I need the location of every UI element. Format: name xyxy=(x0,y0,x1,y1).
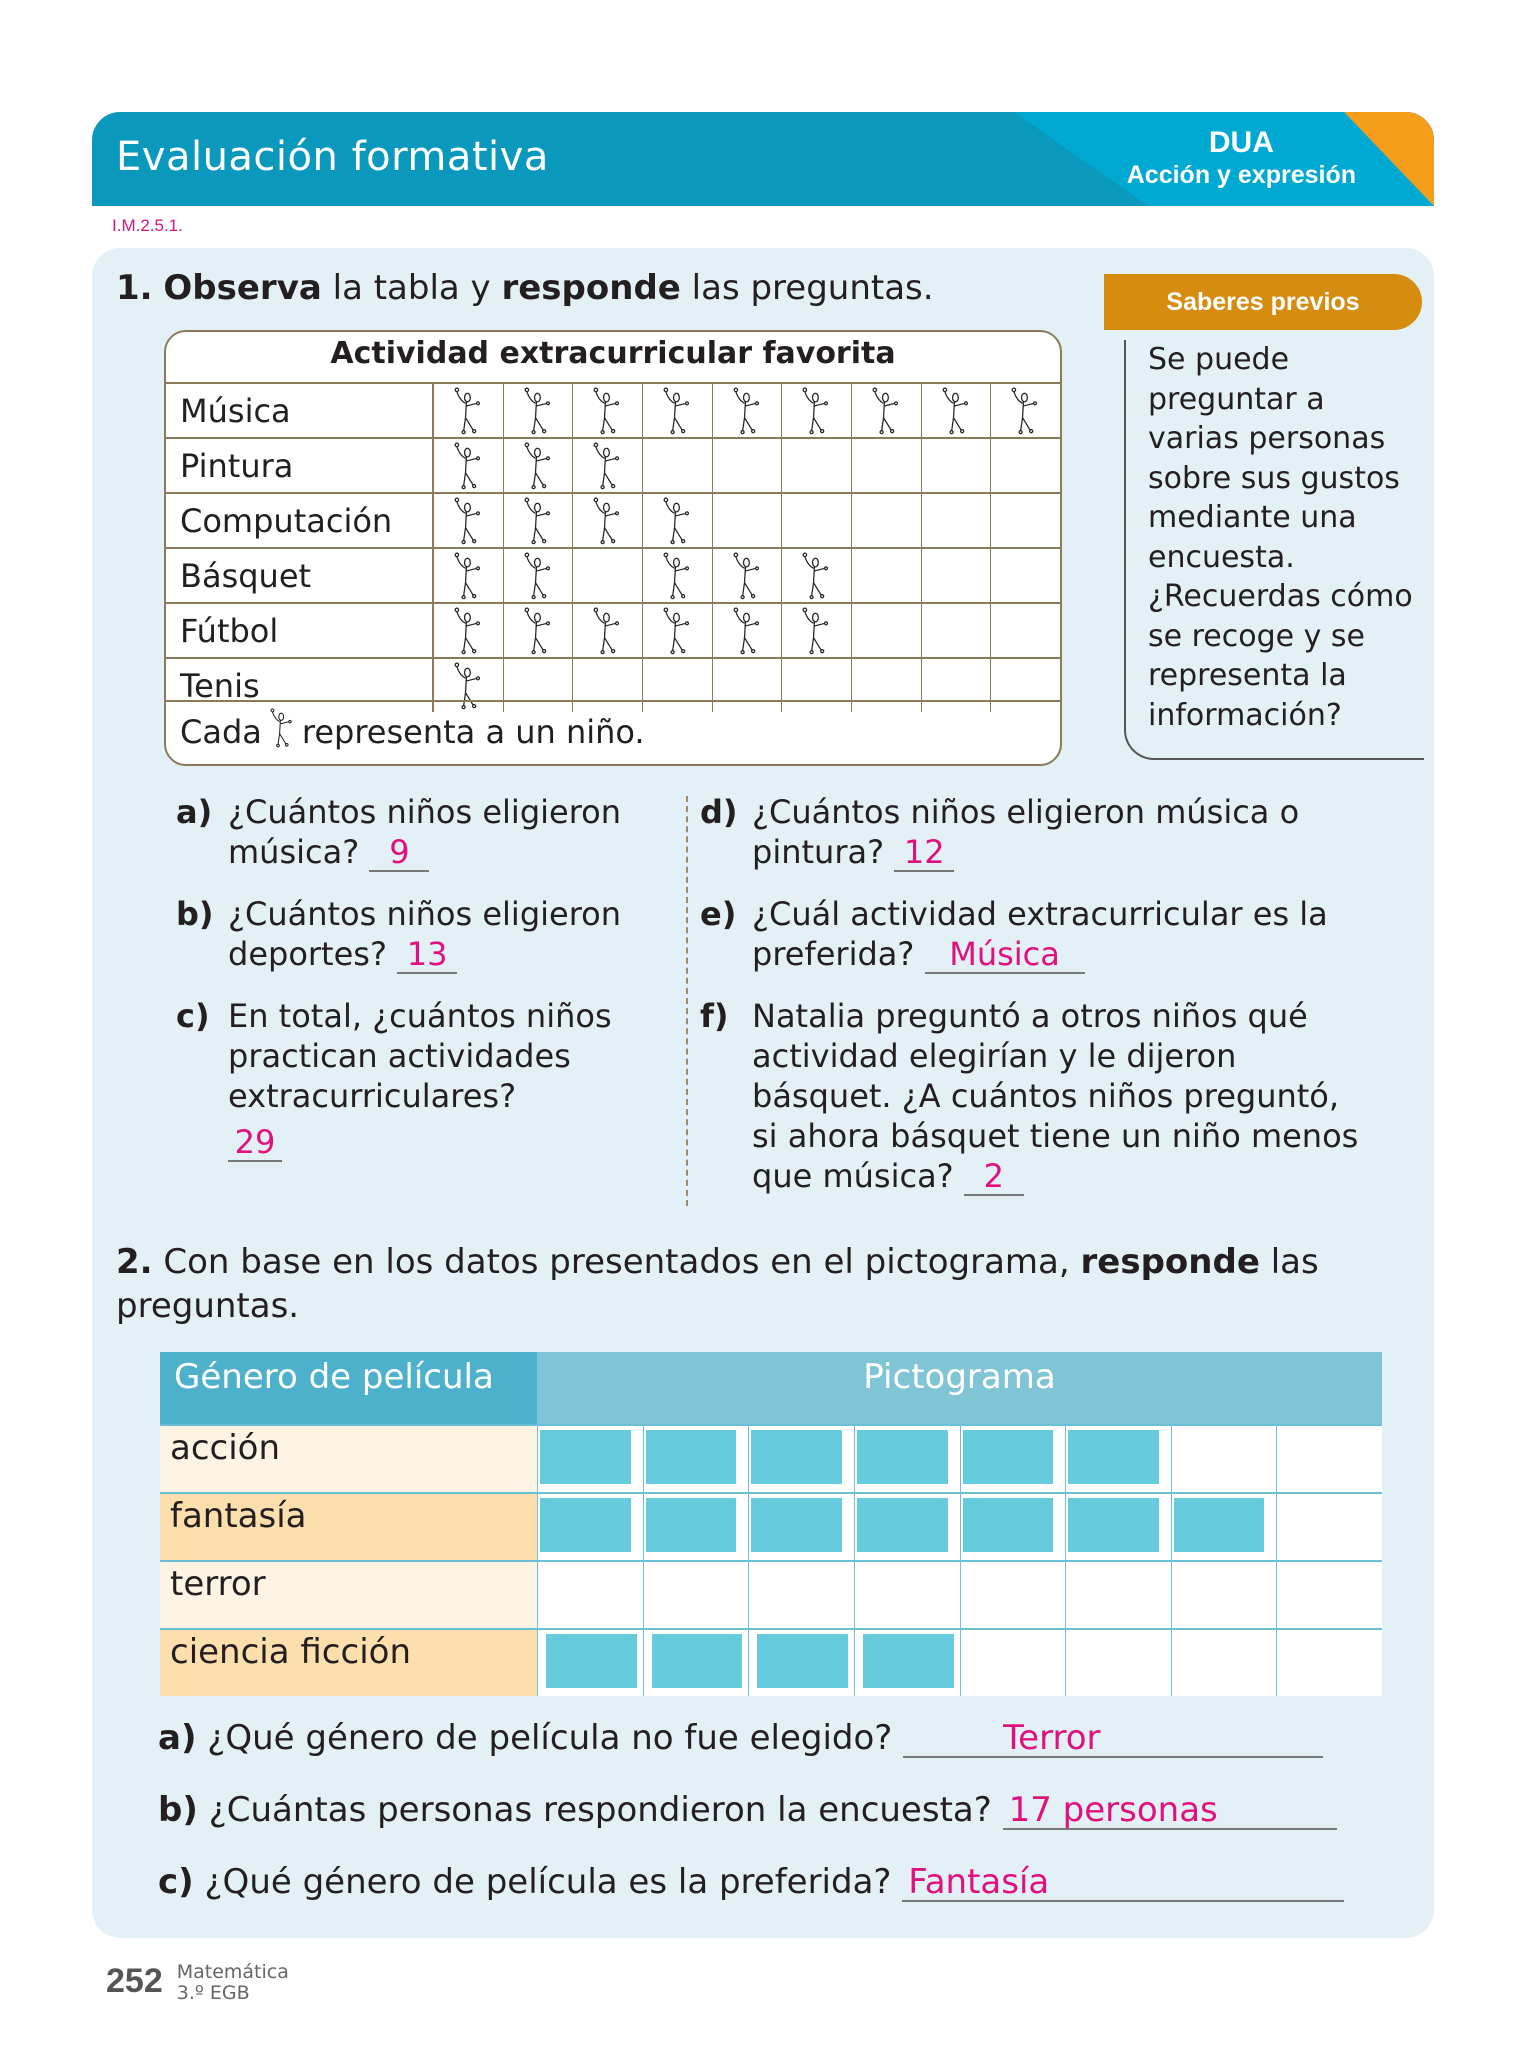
table-title: Actividad extracurricular favorita xyxy=(330,336,896,371)
table-legend xyxy=(166,700,1060,762)
pictogram-cell-filled xyxy=(573,384,643,437)
q2-text-end: las preguntas. xyxy=(116,1242,1319,1326)
q2-question-c xyxy=(158,1860,1344,1904)
pictogram-cell-empty xyxy=(991,604,1060,657)
question-text: ¿Cuántas personas respondieron la encuesta? xyxy=(197,1790,992,1830)
question-text: música? xyxy=(228,833,360,871)
answer-field[interactable]: 9 xyxy=(369,834,429,872)
question-text: ¿Cuántos niños eligieron xyxy=(228,793,622,831)
q1-question-e xyxy=(700,894,1328,974)
pictogram-cell-filled xyxy=(434,549,504,602)
q1-question-f xyxy=(700,996,1358,1196)
question-text: En total, ¿cuántos niños xyxy=(228,997,612,1035)
pictogram-cell xyxy=(854,1494,960,1560)
stick-figure-child-icon xyxy=(524,442,553,490)
question-text: Natalia preguntó a otros niños qué xyxy=(752,997,1308,1035)
pictogram-square-icon xyxy=(857,1498,948,1552)
pictogram-cell-filled xyxy=(434,439,504,492)
q2-number: 2. xyxy=(116,1242,153,1282)
pictogram-cell-empty xyxy=(782,494,852,547)
q1-number: 1. xyxy=(116,268,153,308)
pictogram-cell xyxy=(1171,1630,1277,1696)
answer-field[interactable]: 17 personas xyxy=(1003,1792,1337,1830)
stick-figure-child-icon xyxy=(454,497,483,545)
q1-verb-responde: responde xyxy=(501,268,681,308)
pictogram-cell-filled xyxy=(573,604,643,657)
pictogram-cell-filled xyxy=(643,494,713,547)
pictogram-cell-empty xyxy=(852,439,922,492)
header-pictogram: Pictograma xyxy=(537,1352,1382,1424)
pictogram-cell-empty xyxy=(713,494,783,547)
question-text: básquet. ¿A cuántos niños preguntó, xyxy=(752,1077,1340,1115)
pictogram-cell-empty xyxy=(852,494,922,547)
q2-verb-responde: responde xyxy=(1080,1242,1260,1282)
genre-label: acción xyxy=(160,1426,537,1492)
stick-figure-child-icon xyxy=(872,387,901,435)
pictogram-cell xyxy=(854,1562,960,1628)
pictogram-cell xyxy=(643,1630,749,1696)
question-text: pintura? xyxy=(752,833,885,871)
movie-genre-pictogram xyxy=(160,1352,1382,1698)
stick-figure-child-icon xyxy=(663,552,692,600)
pictogram-cell-filled xyxy=(434,384,504,437)
stick-figure-child-icon xyxy=(454,552,483,600)
pictogram-cell-filled xyxy=(991,384,1060,437)
pictogram-cell-empty xyxy=(991,494,1060,547)
question-text: ¿Cuántos niños eligieron xyxy=(228,895,622,933)
pictogram-square-icon xyxy=(540,1498,631,1552)
pictogram-cell-filled xyxy=(643,604,713,657)
pictogram-square-icon xyxy=(1068,1430,1159,1484)
pictogram-cell xyxy=(1276,1630,1382,1696)
question-text: actividad elegirían y le dijeron xyxy=(752,1037,1237,1075)
stick-figure-child-icon xyxy=(663,387,692,435)
q1-question-b xyxy=(176,894,621,974)
q1-instruction xyxy=(116,268,934,308)
section-title: Evaluación formativa xyxy=(116,134,549,180)
question-text: preferida? xyxy=(752,935,915,973)
question-letter: b) xyxy=(158,1790,198,1830)
pictogram-cell xyxy=(1276,1562,1382,1628)
row-label: Pintura xyxy=(166,439,434,492)
question-text: ¿Qué género de película no fue elegido? xyxy=(196,1718,893,1758)
pictogram-square-icon xyxy=(863,1634,954,1688)
pictogram-square-icon xyxy=(652,1634,743,1688)
pictogram-row xyxy=(160,1628,1382,1696)
pictogram-square-icon xyxy=(963,1498,1054,1552)
pictogram-row xyxy=(160,1492,1382,1560)
row-label: Básquet xyxy=(166,549,434,602)
section-header xyxy=(92,112,1434,206)
pictogram-cell-empty xyxy=(922,494,992,547)
pictogram-cell xyxy=(960,1630,1066,1696)
row-label: Música xyxy=(166,384,434,437)
legend-post: representa a un niño. xyxy=(301,713,645,751)
pictogram-cell xyxy=(960,1562,1066,1628)
pictogram-cell-filled xyxy=(504,384,574,437)
stick-figure-child-icon xyxy=(733,607,762,655)
grade-label: 3.º EGB xyxy=(176,1982,250,2004)
saberes-previos-text: Se puede preguntar a varias personas sobre sus gustos mediante una encuesta. ¿Recuerdas cómo se recoge y se representa la información? xyxy=(1124,340,1424,760)
stick-figure-child-icon xyxy=(802,387,831,435)
q2-question-a xyxy=(158,1716,1323,1760)
pictogram-cell xyxy=(1065,1494,1171,1560)
pictogram-cell-filled xyxy=(504,494,574,547)
genre-label: terror xyxy=(160,1562,537,1628)
question-letter: e) xyxy=(700,895,737,933)
pictogram-square-icon xyxy=(751,1430,842,1484)
question-letter: b) xyxy=(176,895,214,933)
stick-figure-child-icon xyxy=(663,497,692,545)
pictogram-square-icon xyxy=(1068,1498,1159,1552)
table-rows xyxy=(166,382,1060,712)
answer-field[interactable]: 2 xyxy=(964,1158,1024,1196)
pictogram-cell xyxy=(748,1494,854,1560)
answer-field[interactable]: Música xyxy=(925,936,1085,974)
stick-figure-child-icon xyxy=(593,497,622,545)
question-text: ¿Cuál actividad extracurricular es la xyxy=(752,895,1328,933)
pictogram-square-icon xyxy=(751,1498,842,1552)
pictogram-cell xyxy=(537,1426,643,1492)
question-letter: d) xyxy=(700,793,738,831)
stick-figure-child-icon xyxy=(663,607,692,655)
q2-instruction xyxy=(116,1240,1356,1328)
answer-field[interactable]: Fantasía xyxy=(902,1864,1344,1902)
pictogram-cell xyxy=(1065,1562,1171,1628)
pictogram-cell-filled xyxy=(713,604,783,657)
pictogram-square-icon xyxy=(546,1634,637,1688)
subject-label: Matemática xyxy=(176,1961,289,1983)
stick-figure-child-icon xyxy=(524,552,553,600)
q1-question-d xyxy=(700,792,1299,872)
stick-figure-child-icon xyxy=(524,497,553,545)
pictogram-square-icon xyxy=(1174,1498,1265,1552)
table-row xyxy=(166,547,1060,602)
q1-question-a xyxy=(176,792,621,872)
pictogram-header xyxy=(160,1352,1382,1424)
stick-figure-child-icon xyxy=(942,387,971,435)
question-text: si ahora básquet tiene un niño menos xyxy=(752,1117,1359,1155)
pictogram-cell xyxy=(854,1426,960,1492)
pictogram-cell-empty xyxy=(922,549,992,602)
pictogram-cell-filled xyxy=(643,549,713,602)
pictogram-cell-filled xyxy=(852,384,922,437)
pictogram-cell xyxy=(960,1494,1066,1560)
pictogram-cell xyxy=(1171,1562,1277,1628)
pictogram-cell xyxy=(643,1494,749,1560)
pictogram-square-icon xyxy=(857,1430,948,1484)
pictogram-cell-empty xyxy=(852,549,922,602)
answer-field[interactable]: 29 xyxy=(228,1124,282,1162)
question-text: ¿Cuántos niños eligieron música o xyxy=(752,793,1300,831)
genre-label: fantasía xyxy=(160,1494,537,1560)
pictogram-cell xyxy=(537,1562,643,1628)
pictogram-cell-filled xyxy=(504,549,574,602)
pictogram-cell-filled xyxy=(573,439,643,492)
question-text: extracurriculares? xyxy=(228,1077,517,1115)
pictogram-cell-filled xyxy=(434,604,504,657)
pictogram-square-icon xyxy=(540,1430,631,1484)
stick-figure-child-icon xyxy=(593,442,622,490)
page-number: 252 xyxy=(106,1962,163,2000)
pictogram-cell xyxy=(748,1562,854,1628)
row-label: Tenis xyxy=(166,659,434,712)
question-text: deportes? xyxy=(228,935,387,973)
pictogram-cell xyxy=(1065,1630,1171,1696)
pictogram-cell-empty xyxy=(852,604,922,657)
saberes-previos-title: Saberes previos xyxy=(1104,274,1422,330)
dua-badge xyxy=(1127,126,1356,190)
pictogram-cell-empty xyxy=(643,439,713,492)
stick-figure-child-icon xyxy=(733,387,762,435)
question-text: practican actividades xyxy=(228,1037,571,1075)
stick-figure-child-icon xyxy=(454,607,483,655)
pictogram-cell-empty xyxy=(782,439,852,492)
pictogram-cell xyxy=(960,1426,1066,1492)
stick-figure-child-icon xyxy=(1011,387,1040,435)
pictogram-cell xyxy=(643,1562,749,1628)
pictogram-cell xyxy=(537,1630,643,1696)
pictogram-cell xyxy=(1276,1426,1382,1492)
pictogram-cell-filled xyxy=(782,549,852,602)
pictogram-cell xyxy=(643,1426,749,1492)
legend-pre: Cada xyxy=(180,713,262,751)
pictogram-square-icon xyxy=(963,1430,1054,1484)
stick-figure-child-icon xyxy=(524,387,553,435)
q2-text: Con base en los datos presentados en el pictograma, xyxy=(152,1242,1081,1282)
q2-question-b xyxy=(158,1788,1337,1832)
genre-label: ciencia ficción xyxy=(160,1630,537,1696)
pictogram-cell-filled xyxy=(573,494,643,547)
pictogram-cell-filled xyxy=(922,384,992,437)
column-divider xyxy=(686,796,688,1206)
dua-label: DUA xyxy=(1208,126,1274,159)
table-row xyxy=(166,382,1060,437)
stick-figure-child-icon xyxy=(593,607,622,655)
answer-field[interactable]: 13 xyxy=(397,936,457,974)
indicator-code: I.M.2.5.1. xyxy=(112,216,183,235)
pictogram-cell xyxy=(1065,1426,1171,1492)
stick-figure-child-icon xyxy=(802,607,831,655)
pictogram-cell-empty xyxy=(922,439,992,492)
pictogram-cell-empty xyxy=(991,549,1060,602)
pictogram-square-icon xyxy=(646,1430,737,1484)
pictogram-square-icon xyxy=(646,1498,737,1552)
table-row xyxy=(166,492,1060,547)
pictogram-cell-filled xyxy=(434,494,504,547)
pictogram-cell-filled xyxy=(713,549,783,602)
row-label: Computación xyxy=(166,494,434,547)
q1-text: la tabla y xyxy=(321,268,502,308)
question-letter: c) xyxy=(176,997,210,1035)
stick-figure-child-icon xyxy=(454,442,483,490)
pictogram-cell xyxy=(748,1426,854,1492)
pictogram-cell-filled xyxy=(782,604,852,657)
stick-figure-child-icon xyxy=(270,708,294,756)
header-genre: Género de película xyxy=(160,1352,537,1424)
pictogram-cell-filled xyxy=(782,384,852,437)
row-label: Fútbol xyxy=(166,604,434,657)
pictogram-cell xyxy=(854,1630,960,1696)
table-row xyxy=(166,602,1060,657)
stick-figure-child-icon xyxy=(524,607,553,655)
answer-field[interactable]: 12 xyxy=(894,834,954,872)
activity-pictogram-table xyxy=(164,330,1062,766)
pictogram-cell-filled xyxy=(713,384,783,437)
question-text: ¿Qué género de película es la preferida? xyxy=(193,1862,892,1902)
dua-subtitle: Acción y expresión xyxy=(1126,161,1356,189)
pictogram-cell-empty xyxy=(713,439,783,492)
pictogram-cell-filled xyxy=(643,384,713,437)
pictogram-cell-filled xyxy=(504,439,574,492)
pictogram-square-icon xyxy=(757,1634,848,1688)
q1-question-c xyxy=(176,996,612,1162)
question-text: que música? xyxy=(752,1157,954,1195)
table-row xyxy=(166,437,1060,492)
pictogram-cell xyxy=(1171,1494,1277,1560)
stick-figure-child-icon xyxy=(593,387,622,435)
stick-figure-child-icon xyxy=(454,387,483,435)
pictogram-cell-empty xyxy=(922,604,992,657)
pictogram-cell xyxy=(1276,1494,1382,1560)
pictogram-row xyxy=(160,1560,1382,1628)
pictogram-cell-empty xyxy=(573,549,643,602)
stick-figure-child-icon xyxy=(733,552,762,600)
pictogram-cell xyxy=(1171,1426,1277,1492)
answer-field[interactable]: Terror xyxy=(903,1720,1323,1758)
stick-figure-child-icon xyxy=(802,552,831,600)
question-letter: a) xyxy=(158,1718,197,1758)
question-letter: f) xyxy=(700,997,729,1035)
q1-text-end: las preguntas. xyxy=(680,268,934,308)
pictogram-cell xyxy=(748,1630,854,1696)
pictogram-cell-filled xyxy=(504,604,574,657)
question-letter: a) xyxy=(176,793,213,831)
pictogram-cell-empty xyxy=(991,439,1060,492)
q1-verb-observa: Observa xyxy=(163,268,322,308)
page-footer xyxy=(106,1962,289,2004)
pictogram-row xyxy=(160,1424,1382,1492)
question-letter: c) xyxy=(158,1862,194,1902)
pictogram-cell xyxy=(537,1494,643,1560)
